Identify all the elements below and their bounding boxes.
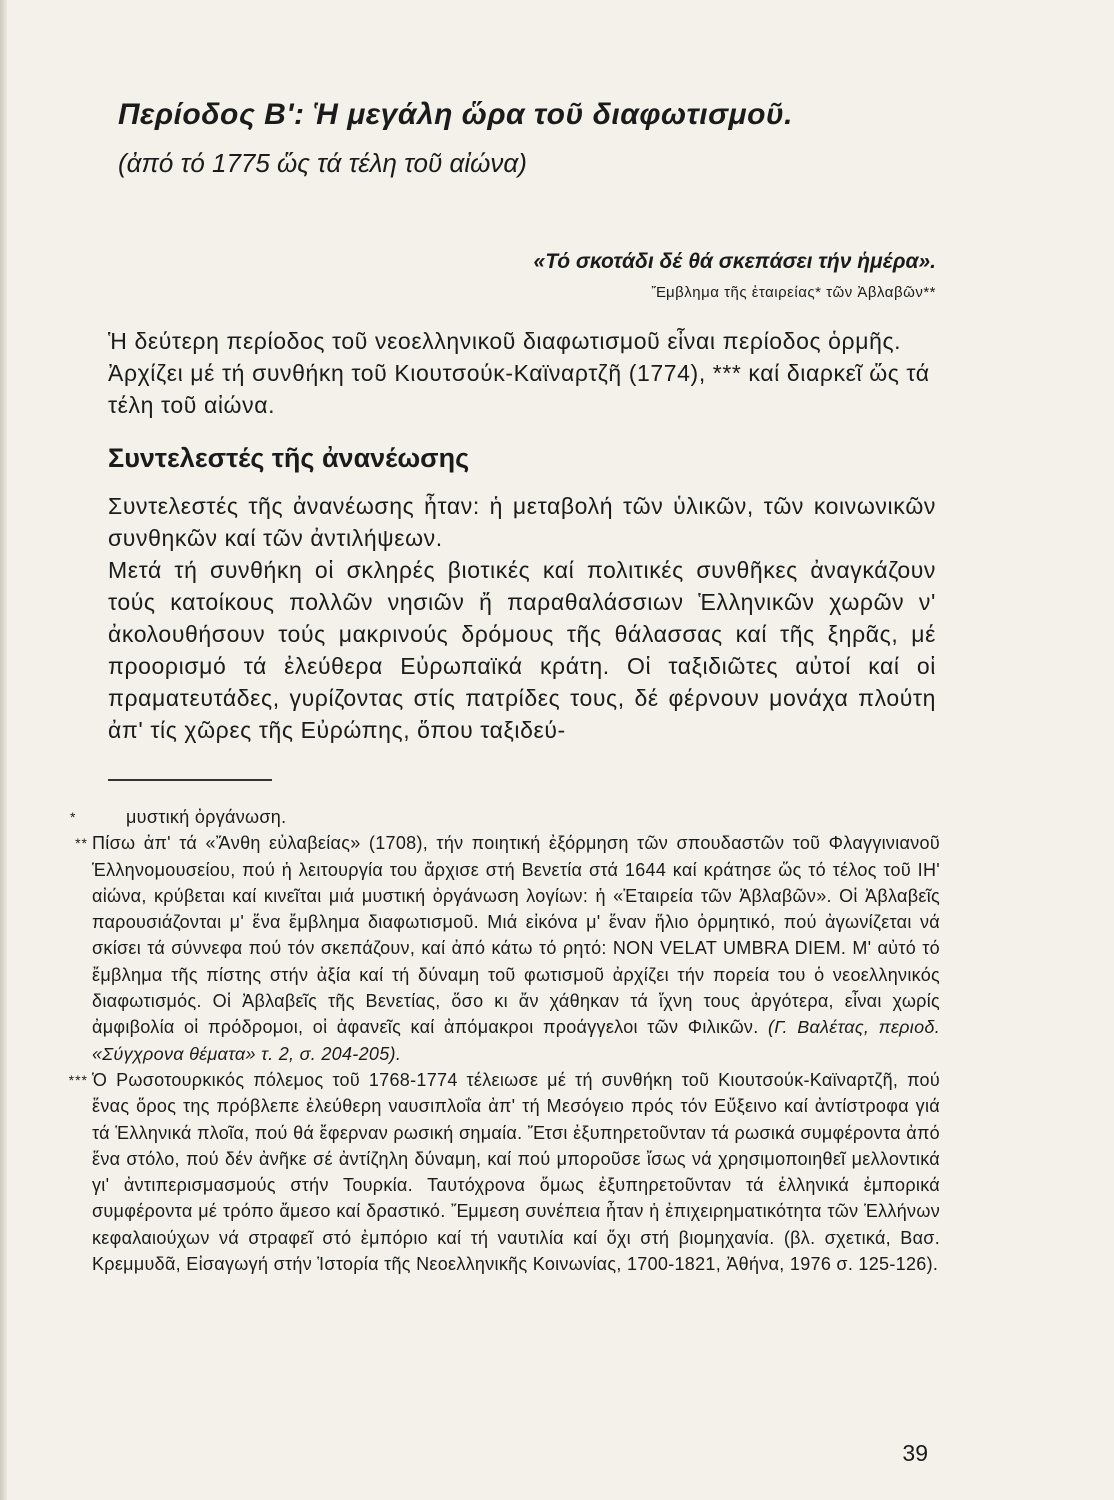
section-paragraph-1: Συντελεστές τῆς ἀνανέωσης ἦταν: ἡ μεταβολή τῶν ὑλικῶν, τῶν κοινωνικῶν συνθηκῶν καί τῶν ἀντιλήψεων. bbox=[108, 493, 936, 551]
footnote-text: Ὁ Ρωσοτουρκικός πόλεμος τοῦ 1768-1774 τέλειωσε μέ τή συνθήκη τοῦ Κιουτσούκ-Καϊναρτζῆ, πού ἕνας ὅρος της πρόβλεπε ἐλεύθερη ναυσιπλοΐα ἀπ' τή Μεσόγειο πρός τόν Εὔξεινο καί ἀντίστροφα γιά τά Ἑλληνικά πλοῖα, πού θά ἔφερναν ρωσική σημαία. Ἔτσι ἐξυπηρετοῦνταν τά ρωσικά συμφέροντα ἀπό ἕνα στόλο, πού δέν ἀνῆκε σέ ἀντίζηλη δύναμη, καί πού μποροῦσε ἴσως νά χρησιμοποιηθεῖ μελλοντικά γι' ἀντιπερισμασμούς στήν Τουρκία. Ταυτόχρονα ὅμως ἐξυπηρετοῦνταν τά ἑλληνικά ἐμπορικά συμφέροντα μέ τρόπο ἄμεσο καί δραστικό. Ἔμμεση συνέπεια ἦταν ἡ ἐπιχειρηματικότητα τῶν Ἑλλήνων κεφαλαιούχων νά στραφεῖ στό ἐμπόριο καί τή ναυτιλία καί ὄχι στή βιομηχανία. (βλ. σχετικά, Βασ. Κρεμμυδᾶ, Εἰσαγωγή στήν Ἱστορία τῆς Νεοελληνικῆς Κοινωνίας, 1700-1821, Ἀθήνα, 1976 σ. 125-126). bbox=[92, 1069, 940, 1275]
epigraph-source: Ἔμβλημα τῆς ἑταιρείας* τῶν Ἀβλαβῶν** bbox=[651, 284, 936, 301]
footnote-1 bbox=[60, 804, 940, 830]
footnote-text: μυστική ὀργάνωση. bbox=[126, 807, 287, 827]
page-number: 39 bbox=[902, 1440, 928, 1466]
intro-paragraph: Ἡ δεύτερη περίοδος τοῦ νεοελληνικοῦ διαφωτισμοῦ εἶναι περίοδος ὁρμῆς. Ἀρχίζει μέ τή συνθήκη τοῦ Κιουτσούκ-Καϊναρτζῆ (1774), *** καί διαρκεῖ ὥς τά τέλη τοῦ αἰώνα. bbox=[108, 328, 930, 418]
section-paragraph-2: Μετά τή συνθήκη οἱ σκληρές βιοτικές καί πολιτικές συνθῆκες ἀναγκάζουν τούς κατοίκους πολλῶν νησιῶν ἤ παραθαλάσσιων Ἑλληνικῶν χωρῶν ν' ἀκολουθήσουν τούς μακρινούς δρόμους τῆς θάλασσας καί τῆς ξηρᾶς, μέ προορισμό τά ἐλεύθερα Εὐρωπαϊκά κράτη. Οἱ ταξιδιῶτες αὐτοί καί οἱ πραματευτάδες, γυρίζοντας στίς πατρίδες τους, δέ φέρνουν μονάχα πλούτη ἀπ' τίς χῶρες τῆς Εὐρώπης, ὅπου ταξιδεύ- bbox=[108, 557, 936, 743]
page-title: Περίοδος Β': Ἡ μεγάλη ὥρα τοῦ διαφωτισμοῦ. bbox=[118, 98, 793, 131]
footnote-2 bbox=[60, 830, 940, 1067]
footnote-3 bbox=[60, 1067, 940, 1277]
footnotes bbox=[60, 804, 940, 1277]
page-subtitle: (ἀπό τό 1775 ὥς τά τέλη τοῦ αἰώνα) bbox=[118, 148, 527, 178]
footnote-marker: ** bbox=[75, 835, 88, 852]
footnote-citation: (Γ. Βαλέτας, περιοδ. «Σύγχρονα θέματα» τ. 2, σ. 204-205). bbox=[92, 1017, 940, 1064]
section-heading: Συντελεστές τῆς ἀνανέωσης bbox=[108, 443, 470, 473]
footnote-marker: * bbox=[70, 809, 77, 825]
epigraph-quote: «Τό σκοτάδι δέ θά σκεπάσει τήν ἡμέρα». bbox=[533, 250, 936, 273]
section-body bbox=[108, 490, 936, 746]
footnote-marker: *** bbox=[68, 1071, 88, 1088]
footnote-divider bbox=[108, 779, 272, 781]
footnote-text: Πίσω ἀπ' τά «Ἄνθη εὐλαβείας» (1708), τήν ποιητική ἐξόρμηση τῶν σπουδαστῶν τοῦ Φλαγγινιανοῦ Ἑλληνομουσείου, πού ἡ λειτουργία του ἄρχισε στή Βενετία στά 1644 καί κράτησε ὥς τό τέλος τοῦ ΙΗ' αἰώνα, κρύβεται καί κινεῖται μιά μυστική ὀργάνωση λογίων: ἡ «Ἑταιρεία τῶν Ἀβλαβῶν». Οἱ Ἀβλαβεῖς παρουσιάζονται μ' ἕνα ἔμβλημα διαφωτισμοῦ. Μιά εἰκόνα μ' ἕναν ἥλιο ὁρμητικό, πού ἀγωνίζεται νά σκίσει τά σύννεφα πού τόν σκεπάζουν, καί ἀπό κάτω τό ρητό: NON VELAT UMBRA DIEM. Μ' αὐτό τό ἔμβλημα τῆς πίστης στήν ἀξία καί τή δύναμη τοῦ φωτισμοῦ ἀρχίζει τήν πορεία του ὁ νεοελληνικός διαφωτισμός. Οἱ Ἀβλαβεῖς τῆς Βενετίας, ὅσο κι ἄν χάθηκαν τά ἴχνη τους ἀργότερα, εἶναι χωρίς ἀμφιβολία οἱ πρόδρομοι, οἱ ἀφανεῖς καί ἀπόμακροι προάγγελοι τῶν Φιλικῶν. bbox=[92, 833, 940, 1038]
